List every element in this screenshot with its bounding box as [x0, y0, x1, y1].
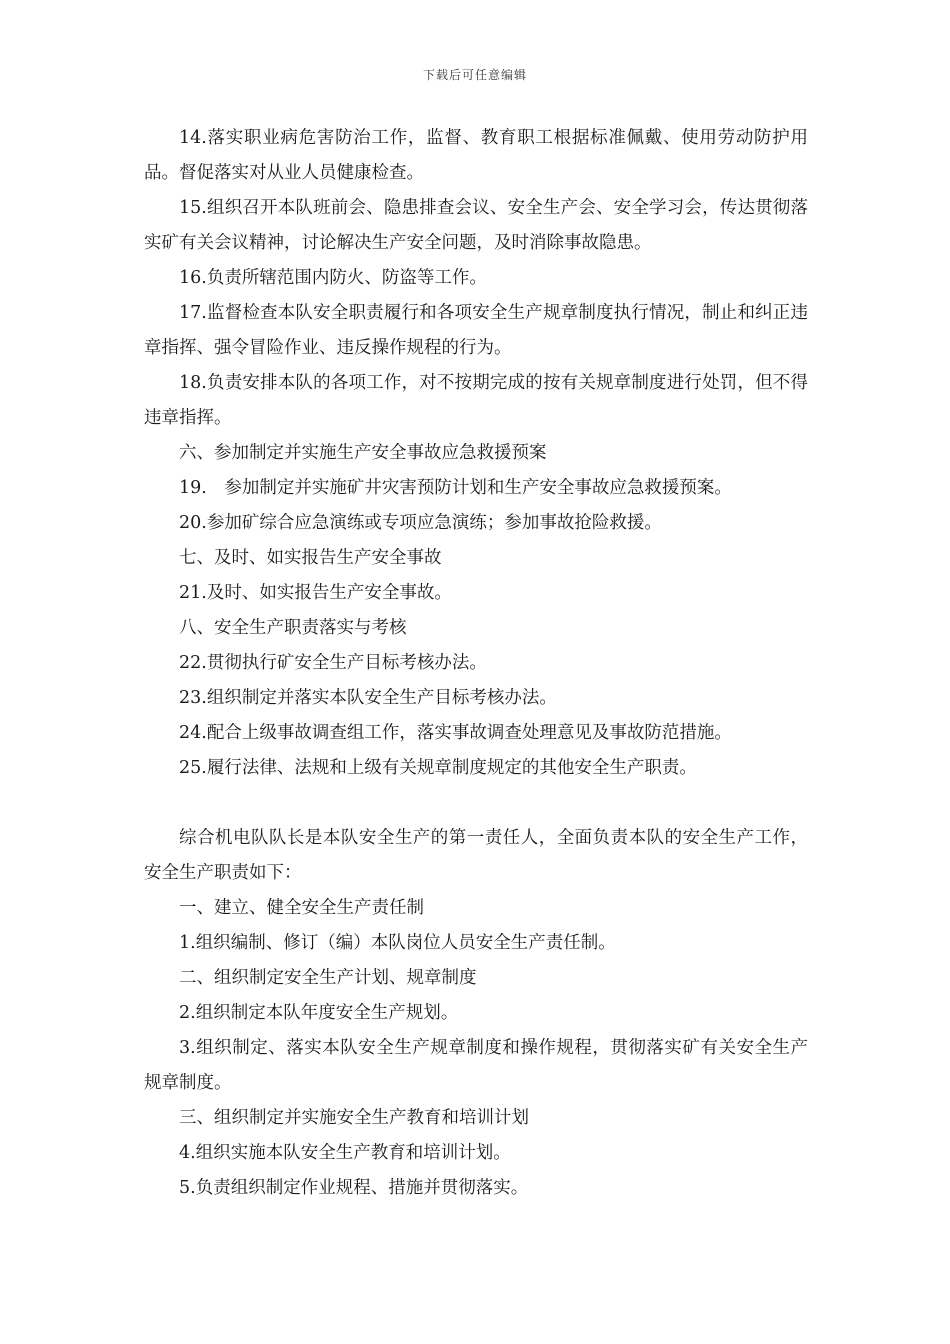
paragraph: 15.组织召开本队班前会、隐患排查会议、安全生产会、安全学习会，传达贯彻落实矿有关会议精神，讨论解决生产安全问题，及时消除事故隐患。 — [144, 198, 808, 253]
paragraph: 22.贯彻执行矿安全生产目标考核办法。 — [179, 653, 487, 673]
paragraph: 1.组织编制、修订（编）本队岗位人员安全生产责任制。 — [179, 933, 616, 953]
section-heading: 七、及时、如实报告生产安全事故 — [179, 548, 442, 568]
section-heading: 一、建立、健全安全生产责任制 — [179, 898, 424, 918]
paragraph: 24.配合上级事故调查组工作，落实事故调查处理意见及事故防范措施。 — [179, 723, 732, 743]
paragraph: 3.组织制定、落实本队安全生产规章制度和操作规程，贯彻落实矿有关安全生产规章制度。 — [144, 1038, 808, 1093]
paragraph: 5.负责组织制定作业规程、措施并贯彻落实。 — [179, 1178, 529, 1198]
section-heading: 六、参加制定并实施生产安全事故应急救援预案 — [179, 443, 547, 463]
paragraph: 14.落实职业病危害防治工作，监督、教育职工根据标准佩戴、使用劳动防护用品。督促落实对从业人员健康检查。 — [144, 128, 808, 183]
paragraph: 23.组织制定并落实本队安全生产目标考核办法。 — [179, 688, 557, 708]
header-note: 下载后可任意编辑 — [422, 68, 527, 82]
paragraph: 20.参加矿综合应急演练或专项应急演练；参加事故抢险救援。 — [179, 513, 662, 533]
paragraph: 17.监督检查本队安全职责履行和各项安全生产规章制度执行情况，制止和纠正违章指挥、强令冒险作业、违反操作规程的行为。 — [144, 303, 808, 358]
paragraph: 16.负责所辖范围内防火、防盗等工作。 — [179, 268, 487, 288]
paragraph: 4.组织实施本队安全生产教育和培训计划。 — [179, 1143, 511, 1163]
paragraph: 21.及时、如实报告生产安全事故。 — [179, 583, 452, 603]
document-body — [144, 121, 808, 1206]
section-heading: 八、安全生产职责落实与考核 — [179, 618, 407, 638]
section-heading: 二、组织制定安全生产计划、规章制度 — [179, 968, 477, 988]
paragraph: 19. 参加制定并实施矿井灾害预防计划和生产安全事故应急救援预案。 — [179, 478, 732, 498]
section-team-duties-continued — [144, 121, 808, 786]
paragraph: 18.负责安排本队的各项工作，对不按期完成的按有关规章制度进行处罚，但不得违章指挥。 — [144, 373, 808, 428]
paragraph: 25.履行法律、法规和上级有关规章制度规定的其他安全生产职责。 — [179, 758, 697, 778]
intro-paragraph: 综合机电队队长是本队安全生产的第一责任人，全面负责本队的安全生产工作，安全生产职责如下： — [144, 828, 808, 883]
paragraph: 2.组织制定本队年度安全生产规划。 — [179, 1003, 459, 1023]
section-heading: 三、组织制定并实施安全生产教育和培训计划 — [179, 1108, 529, 1128]
section-electromechanical-team-leader — [144, 821, 808, 1206]
